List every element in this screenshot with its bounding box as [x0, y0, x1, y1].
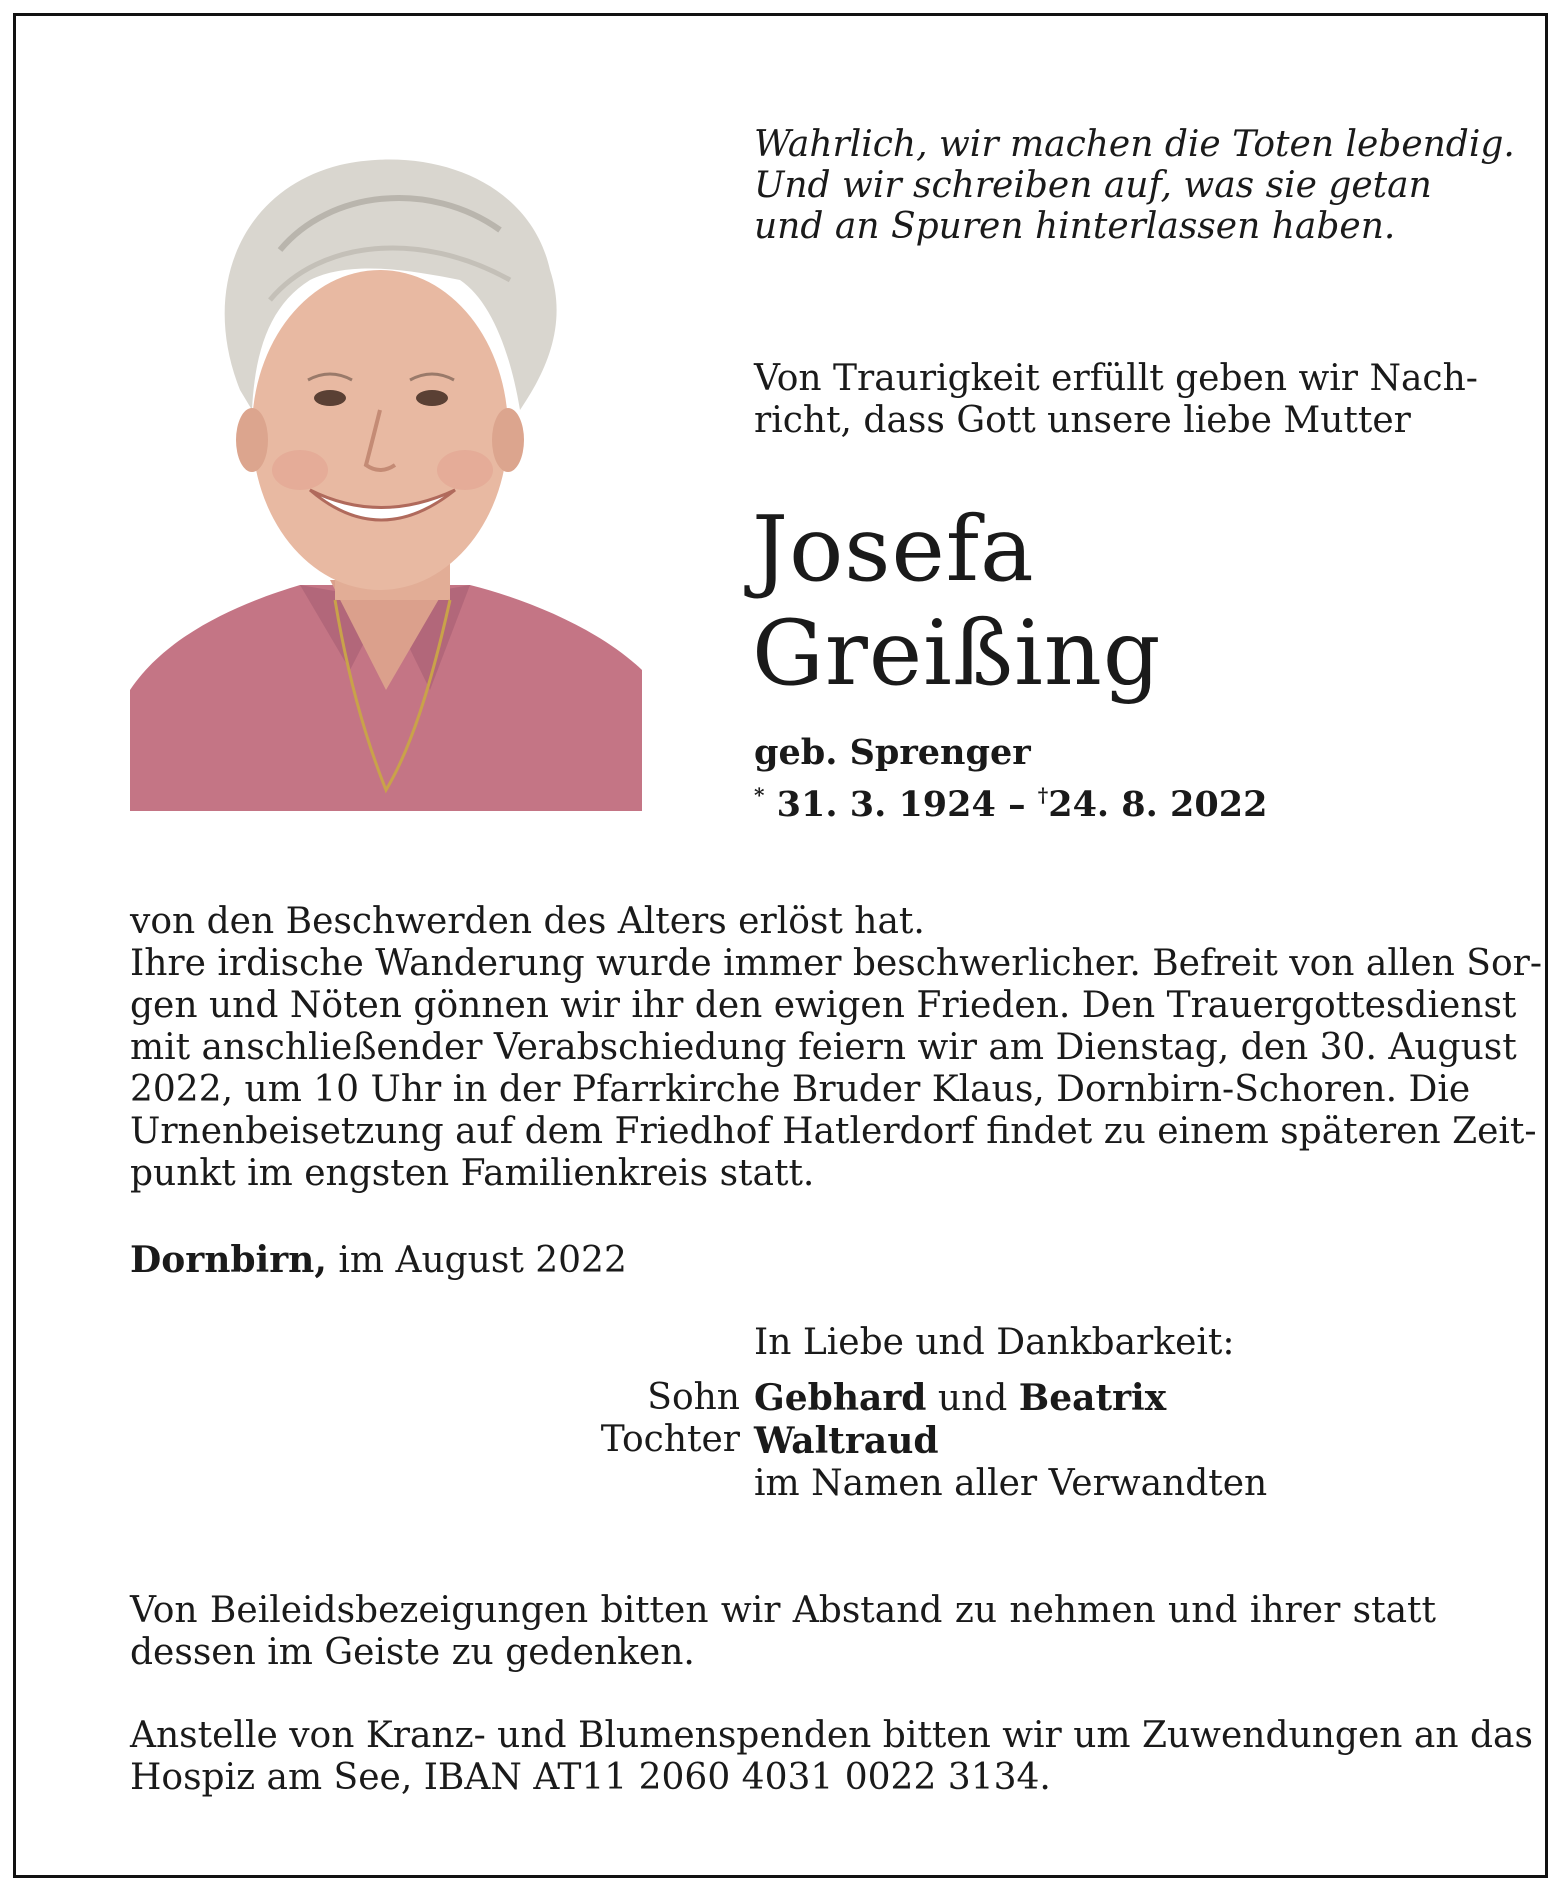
family-labels [530, 1377, 740, 1461]
place-month: im August 2022 [326, 1240, 627, 1281]
daughter-row [754, 1420, 1267, 1463]
condolence-note [130, 1590, 1436, 1674]
body-line: mit anschließender Verabschiedung feiern wir am Dienstag, den 30. August [130, 1027, 1517, 1068]
thanks-line: In Liebe und Dankbarkeit: [754, 1322, 1235, 1363]
body-line: 2022, um 10 Uhr in der Pfarrkirche Bruder Klaus, Dornbirn-Schoren. Die [130, 1069, 1471, 1110]
and-word: und [926, 1378, 1019, 1419]
donation-line: Hospiz am See, IBAN AT11 2060 4031 0022 3134. [130, 1757, 1051, 1798]
donation-note [130, 1715, 1533, 1799]
death-date: 24. 8. 2022 [1048, 784, 1268, 825]
body-line: punkt im engsten Familienkreis statt. [130, 1153, 815, 1194]
intro-line: Von Traurigkeit erfüllt geben wir Nach- [754, 358, 1478, 399]
birth-date: 31. 3. 1924 [776, 784, 996, 825]
portrait-photo [130, 130, 642, 811]
intro-line: richt, dass Gott unsere liebe Mutter [754, 400, 1411, 441]
donation-line: Anstelle von Kranz- und Blumenspenden bitten wir um Zuwendungen an das [130, 1715, 1533, 1756]
relatives-line: im Namen aller Verwandten [754, 1463, 1268, 1504]
birth-name: geb. Sprenger [754, 732, 1031, 773]
body-line: Ihre irdische Wanderung wurde immer beschwerlicher. Befreit von allen Sor- [130, 943, 1543, 984]
announcement-body [130, 901, 1543, 1195]
place-city: Dornbirn, [130, 1239, 327, 1281]
daughter-name: Waltraud [754, 1420, 939, 1462]
body-line: von den Beschwerden des Alters erlöst hat. [130, 901, 925, 942]
condolence-line: Von Beileidsbezeigungen bitten wir Abstand zu nehmen und ihrer statt [130, 1590, 1436, 1631]
date-separator: – [1008, 784, 1026, 825]
last-name: Greißing [752, 601, 1162, 706]
life-dates [754, 773, 1267, 827]
family-names [754, 1377, 1267, 1505]
quote-line: und an Spuren hinterlassen haben. [754, 206, 1396, 247]
quote-line: Wahrlich, wir machen die Toten lebendig. [754, 124, 1515, 165]
body-line: Urnenbeisetzung auf dem Friedhof Hatlerdorf findet zu einem späteren Zeit- [130, 1111, 1537, 1152]
birth-symbol: * [754, 783, 765, 807]
son-partner-name: Beatrix [1018, 1377, 1167, 1419]
quote-line: Und wir schreiben auf, was sie getan [754, 165, 1432, 206]
son-row [754, 1377, 1267, 1420]
son-name: Gebhard [754, 1377, 927, 1419]
body-line: gen und Nöten gönnen wir ihr den ewigen Frieden. Den Trauergottesdienst [130, 985, 1517, 1026]
place-date [130, 1239, 627, 1282]
condolence-line: dessen im Geiste zu gedenken. [130, 1632, 695, 1673]
daughter-label: Tochter [600, 1419, 740, 1460]
first-name: Josefa [752, 497, 1035, 602]
son-label: Sohn [647, 1377, 740, 1418]
quote [754, 124, 1515, 247]
intro-text [754, 358, 1478, 442]
death-symbol: † [1037, 783, 1049, 807]
deceased-name [752, 498, 1161, 706]
